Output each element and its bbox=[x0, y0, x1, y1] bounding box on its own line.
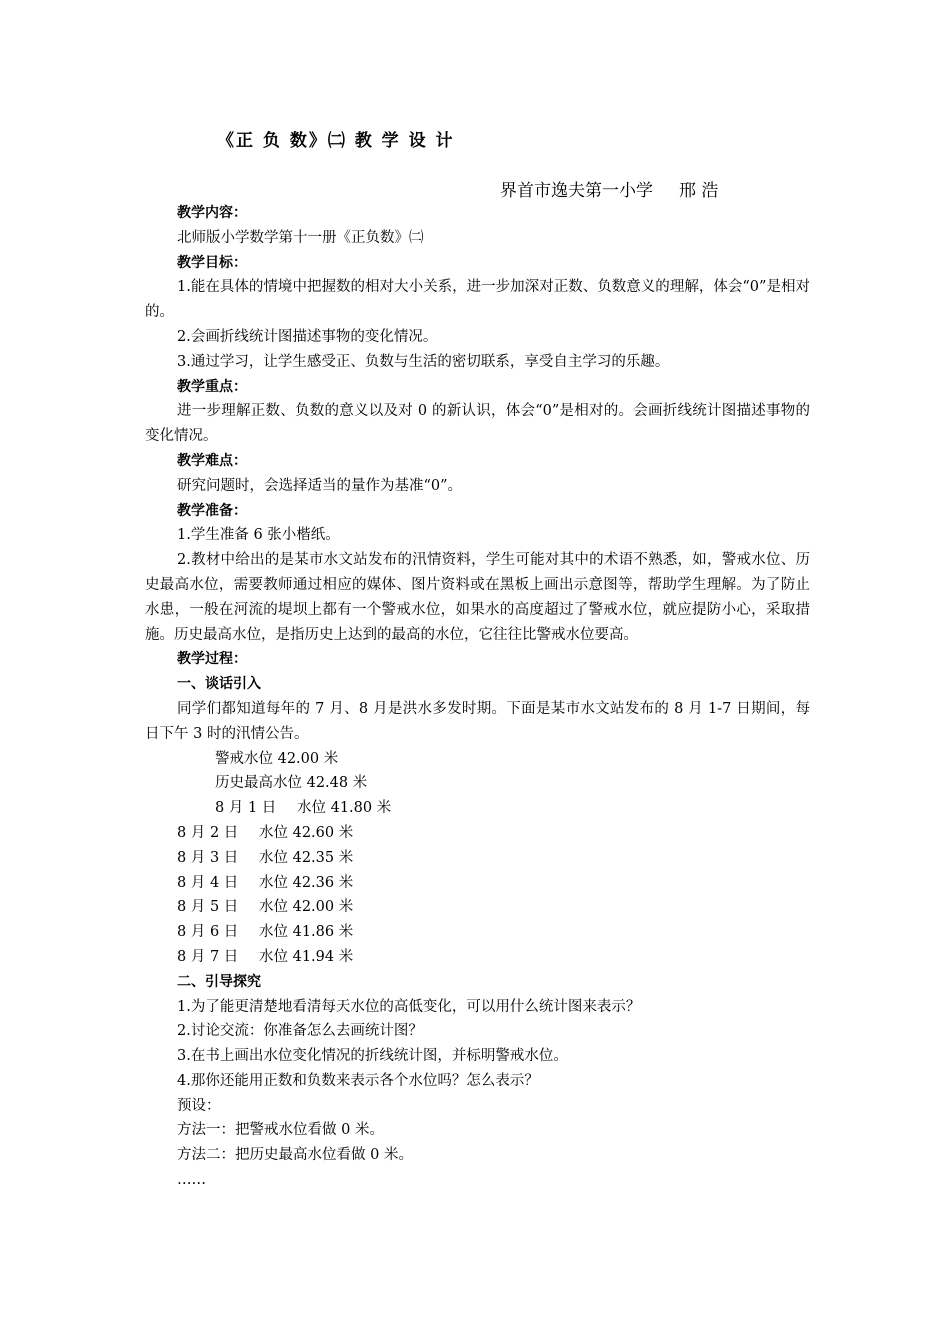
section2-item: 预设： bbox=[177, 1097, 221, 1114]
process-heading: 教学过程： bbox=[177, 651, 247, 668]
history-level: 历史最高水位 42.48 米 bbox=[215, 775, 368, 792]
section2-item: 方法二：把历史最高水位看做 0 米。 bbox=[177, 1147, 413, 1164]
author-line bbox=[500, 176, 718, 201]
key-heading: 教学重点： bbox=[177, 378, 247, 395]
reading-level: 水位 42.35 米 bbox=[259, 849, 354, 866]
section2-item: 1.为了能更清楚地看清每天水位的高低变化，可以用什么统计图来表示？ bbox=[177, 998, 641, 1015]
section2-item: 2.讨论交流：你准备怎么去画统计图？ bbox=[177, 1023, 423, 1040]
reading-date: 8 月 2 日 bbox=[177, 824, 239, 841]
section2-item: …… bbox=[177, 1172, 206, 1189]
reading-row bbox=[145, 821, 810, 846]
author-school: 界首市逸夫第一小学 bbox=[500, 181, 653, 201]
reading-level: 水位 42.36 米 bbox=[259, 874, 354, 891]
prep-item: 2.教材中给出的是某市水文站发布的汛情资料，学生可能对其中的术语不熟悉，如，警戒水位、历史最高水位，需要教师通过相应的媒体、图片资料或在黑板上画出示意图等，帮助学生理解。为了防止水患，一般在河流的堤坝上都有一个警戒水位，如果水的高度超过了警戒水位，就应提防小心，采取措施。历史最高水位，是指历史上达到的最高的水位，它往往比警戒水位要高。 bbox=[145, 552, 810, 643]
reading-level: 水位 42.60 米 bbox=[259, 824, 354, 841]
content-heading: 教学内容： bbox=[177, 205, 247, 221]
content-text: 北师版小学数学第十一册《正负数》㈡ bbox=[177, 229, 424, 246]
reading-date: 8 月 1 日 bbox=[215, 800, 277, 817]
reading-row bbox=[145, 871, 810, 896]
reading-date: 8 月 7 日 bbox=[177, 948, 239, 965]
reading-row bbox=[145, 945, 810, 970]
section2-item: 3.在书上画出水位变化情况的折线统计图，并标明警戒水位。 bbox=[177, 1048, 568, 1065]
reading-date: 8 月 4 日 bbox=[177, 874, 239, 891]
section2-heading: 二、引导探究 bbox=[177, 973, 261, 990]
author-name: 邢 浩 bbox=[679, 181, 719, 201]
prep-heading: 教学准备： bbox=[177, 502, 247, 519]
section2-item: 4.那你还能用正数和负数来表示各个水位吗？怎么表示？ bbox=[177, 1072, 539, 1089]
reading-level: 水位 41.80 米 bbox=[297, 800, 392, 817]
reading-row bbox=[145, 895, 810, 920]
section1-text: 同学们都知道每年的 7 月、8 月是洪水多发时期。下面是某市水文站发布的 8 月 1-7 日期间，每日下午 3 时的汛情公告。 bbox=[145, 700, 810, 742]
reading-level: 水位 42.00 米 bbox=[259, 899, 354, 916]
goal-item: 3.通过学习，让学生感受正、负数与生活的密切联系，享受自主学习的乐趣。 bbox=[177, 353, 670, 370]
reading-row bbox=[145, 846, 810, 871]
document-body bbox=[145, 201, 810, 1193]
reading-date: 8 月 5 日 bbox=[177, 899, 239, 916]
difficulty-heading: 教学难点： bbox=[177, 452, 247, 469]
goal-item: 1.能在具体的情境中把握数的相对大小关系，进一步加深对正数、负数意义的理解，体会“0”是相对的。 bbox=[145, 279, 810, 321]
reading-row bbox=[145, 920, 810, 945]
difficulty-text: 研究问题时，会选择适当的量作为基准“0”。 bbox=[177, 477, 463, 494]
reading-date: 8 月 3 日 bbox=[177, 849, 239, 866]
warning-level: 警戒水位 42.00 米 bbox=[215, 750, 339, 767]
document-title: 《正 负 数》㈡ 教 学 设 计 bbox=[217, 131, 455, 151]
key-text: 进一步理解正数、负数的意义以及对 0 的新认识，体会“0”是相对的。会画折线统计图描述事物的变化情况。 bbox=[145, 403, 810, 445]
reading-level: 水位 41.86 米 bbox=[259, 924, 354, 941]
reading-level: 水位 41.94 米 bbox=[259, 948, 354, 965]
reading-date: 8 月 6 日 bbox=[177, 924, 239, 941]
prep-item: 1.学生准备 6 张小楷纸。 bbox=[177, 527, 340, 544]
goals-heading: 教学目标： bbox=[177, 254, 247, 271]
goal-item: 2.会画折线统计图描述事物的变化情况。 bbox=[177, 328, 438, 345]
reading-row bbox=[145, 796, 810, 821]
section1-heading: 一、谈话引入 bbox=[177, 676, 261, 693]
section2-item: 方法一：把警戒水位看做 0 米。 bbox=[177, 1122, 384, 1139]
